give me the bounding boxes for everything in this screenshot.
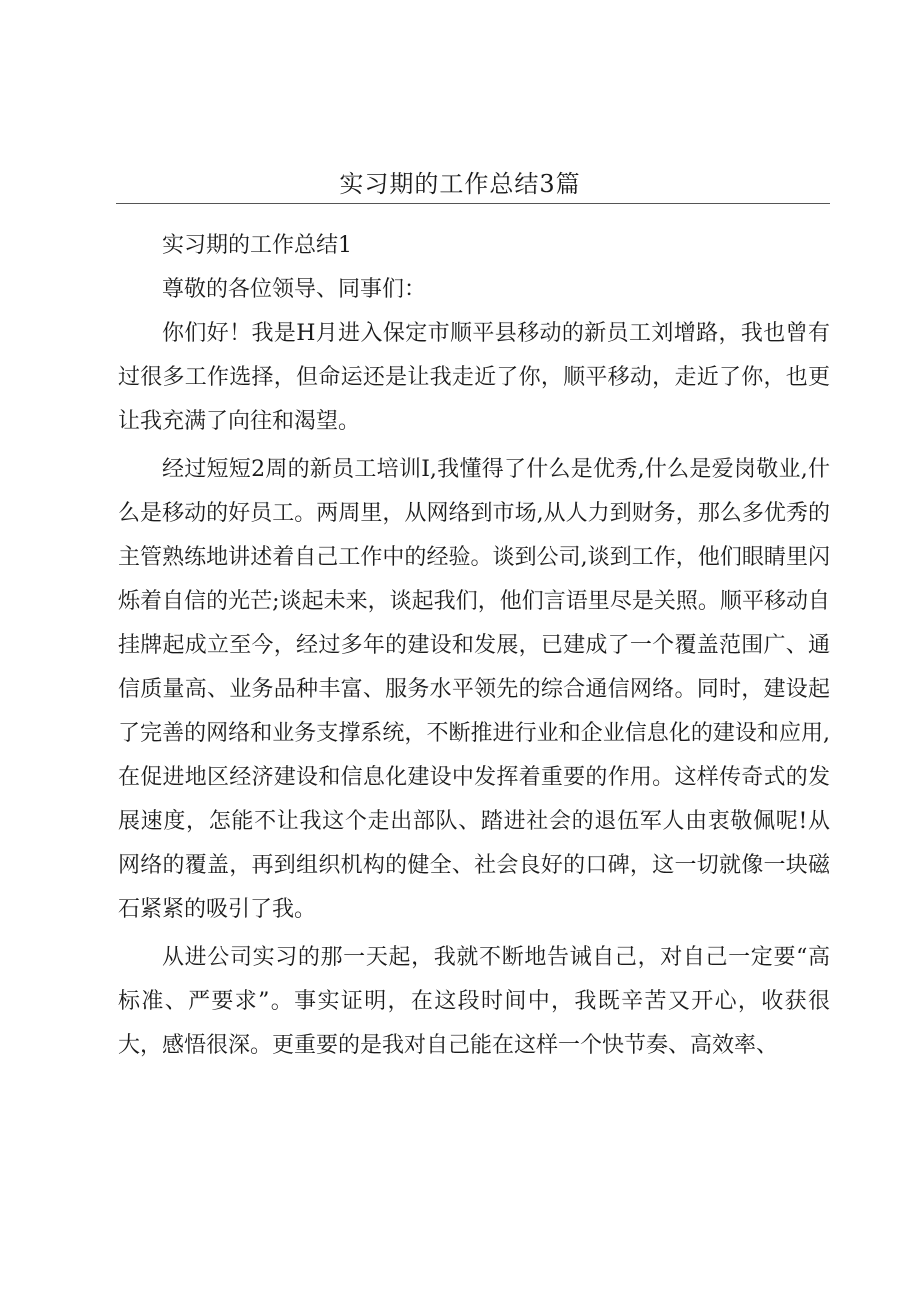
section-heading: 实习期的工作总结1 [162, 233, 352, 258]
salutation: 尊敬的各位领导、同事们： [162, 277, 427, 302]
body-paragraph: 你们好！我是H月进入保定市顺平县移动的新员工刘增路，我也曾有过很多工作选择，但命运还是让我走近了你，顺平移动，走近了你，也更让我充满了向往和渴望。 [118, 321, 830, 434]
document-title: 实习期的工作总结3篇 [339, 170, 581, 198]
document-body [118, 224, 830, 1072]
body-paragraph: 从进公司实习的那一天起，我就不断地告诫自己，对自己一定要“高标准、严要求”。事实证明，在这段时间中，我既辛苦又开心，收获很大，感悟很深。更重要的是我对自己能在这样一个快节奏、高效率、 [118, 945, 830, 1058]
title-divider [116, 203, 830, 204]
body-paragraph: 经过短短2周的新员工培训I,我懂得了什么是优秀,什么是爱岗敬业,什么是移动的好员工。两周里，从网络到市场,从人力到财务，那么多优秀的主管熟练地讲述着自己工作中的经验。谈到公司,谈到工作，他们眼睛里闪烁着自信的光芒;谈起未来，谈起我们，他们言语里尽是关照。顺平移动自挂牌起成立至今，经过多年的建设和发展，已建成了一个覆盖范围广、通信质量高、业务品种丰富、服务水平领先的综合通信网络。同时，建设起了完善的网络和业务支撑系统，不断推进行业和企业信息化的建设和应用,在促进地区经济建设和信息化建设中发挥着重要的作用。这样传奇式的发展速度，怎能不让我这个走出部队、踏进社会的退伍军人由衷敬佩呢!从网络的覆盖，再到组织机构的健全、社会良好的口碑，这一切就像一块磁石紧紧的吸引了我。 [118, 457, 830, 922]
